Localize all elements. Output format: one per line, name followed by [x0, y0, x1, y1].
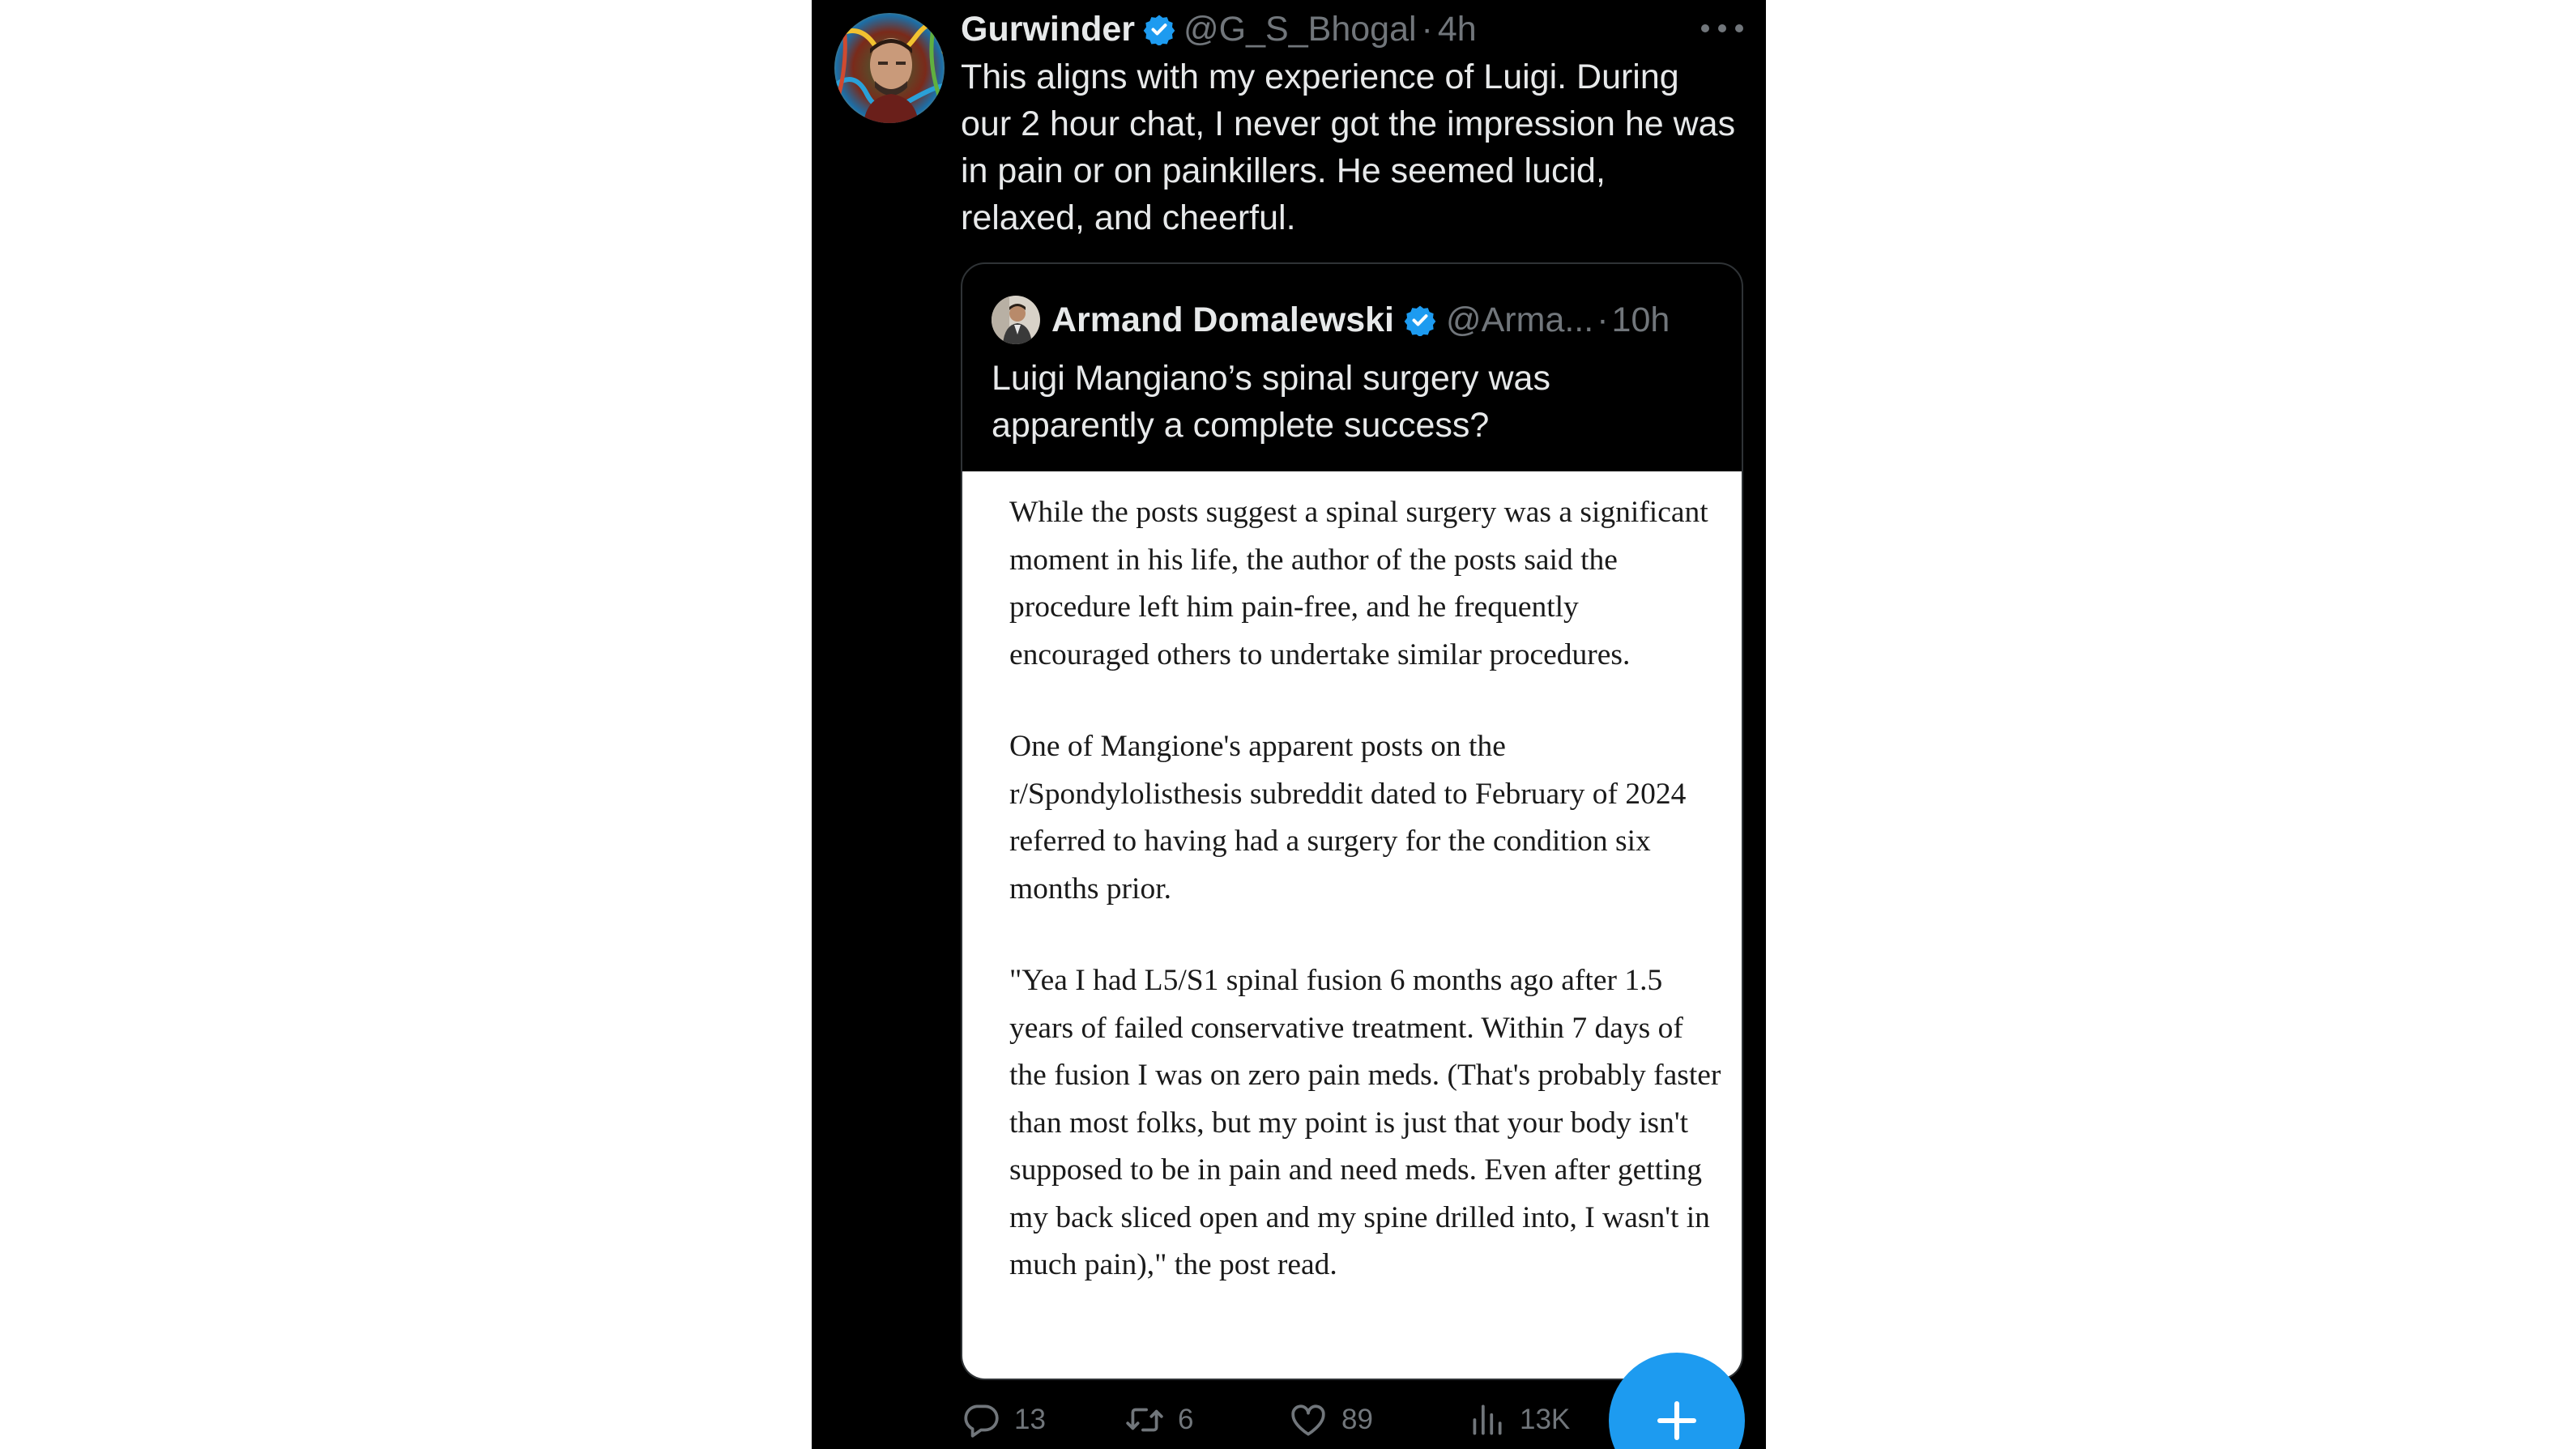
quoted-author-handle: @Arma...	[1445, 300, 1594, 339]
quoted-tweet-header	[992, 295, 1670, 345]
tweet-action-bar	[961, 1393, 1609, 1447]
article-screenshot-text	[1009, 489, 1722, 1334]
views-button[interactable]	[1466, 1393, 1570, 1447]
heart-icon	[1288, 1400, 1329, 1440]
tweet-header	[961, 6, 1477, 52]
separator-dot: ·	[1421, 9, 1433, 49]
more-options-icon[interactable]	[1701, 16, 1743, 40]
quoted-tweet-image[interactable]	[962, 471, 1743, 1380]
quoted-author-name: Armand Domalewski	[1051, 300, 1394, 339]
quoted-tweet-card[interactable]	[961, 262, 1743, 1380]
reply-count: 13	[1014, 1404, 1046, 1435]
article-paragraph: While the posts suggest a spinal surgery was a significant moment in his life, the author of the posts said the procedure left him pain-free, and he frequently encouraged others to undertake similar procedures.	[1009, 496, 1708, 671]
reply-button[interactable]	[961, 1393, 1046, 1447]
quoted-tweet-timestamp: 10h	[1611, 300, 1670, 339]
views-chart-icon	[1466, 1400, 1507, 1440]
tweet-text: This aligns with my experience of Luigi. During our 2 hour chat, I never got the impression he was in pain or on painkillers. He seemed lucid, relaxed, and cheerful.	[961, 58, 1736, 237]
tweet-screen	[812, 0, 1766, 1449]
repost-count: 6	[1178, 1404, 1194, 1435]
like-count: 89	[1341, 1404, 1373, 1435]
quoted-author-avatar	[992, 296, 1040, 344]
author-avatar[interactable]	[834, 13, 945, 123]
verified-badge-icon	[1404, 304, 1436, 336]
repost-button[interactable]	[1124, 1393, 1193, 1447]
article-paragraph: One of Mangione's apparent posts on the r/Spondylolisthesis subreddit dated to February of 2024 referred to having had a surgery for the condition six months prior.	[1009, 730, 1687, 906]
plus-icon	[1654, 1398, 1700, 1443]
view-count: 13K	[1520, 1404, 1571, 1435]
separator-dot: ·	[1597, 300, 1609, 339]
repost-icon	[1124, 1400, 1165, 1440]
article-paragraph: "Yea I had L5/S1 spinal fusion 6 months ago after 1.5 years of failed conservative treatment. Within 7 days of the fusion I was on zero pain meds. (That's probably faster than most folks, but my point is just that your body isn't supposed to be in pain and need meds. Even after getting my back sliced open and my spine drilled into, I wasn't in much pain)," the post read.	[1009, 964, 1721, 1281]
verified-badge-icon	[1143, 13, 1175, 45]
author-name[interactable]: Gurwinder	[961, 9, 1136, 49]
tweet-timestamp[interactable]: 4h	[1437, 9, 1477, 49]
quoted-tweet-text: Luigi Mangiano’s spinal surgery was apparently a complete success?	[992, 359, 1550, 445]
like-button[interactable]	[1288, 1393, 1373, 1447]
author-handle[interactable]: @G_S_Bhogal	[1184, 9, 1417, 49]
reply-icon	[961, 1400, 1001, 1440]
